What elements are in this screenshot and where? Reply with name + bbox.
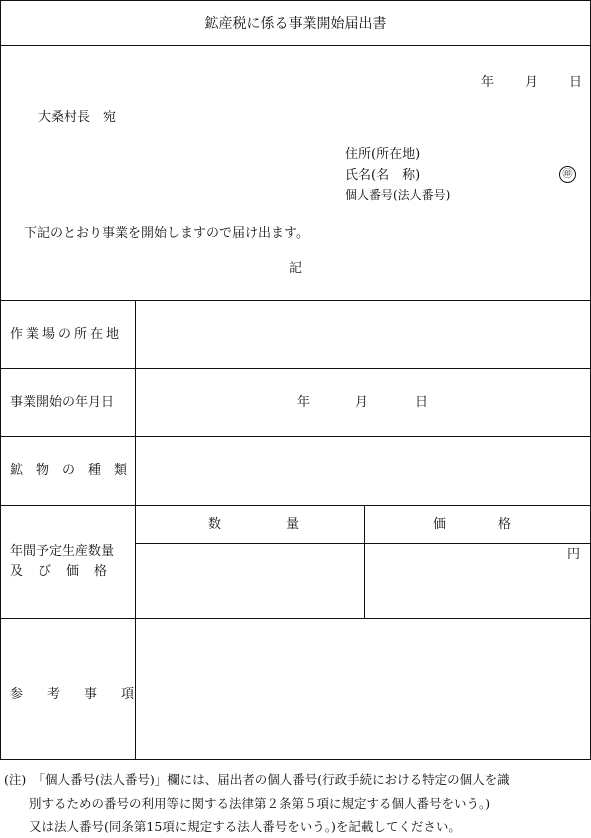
address-label: 住所(所在地) xyxy=(345,147,421,162)
date-month: 月 xyxy=(525,75,539,90)
row4-bottom-line xyxy=(0,618,591,619)
row2-bottom-line xyxy=(0,436,591,437)
form-title: 鉱産税に係る事業開始届出書 xyxy=(204,16,387,32)
addressee: 大桑村長 宛 xyxy=(38,110,117,125)
production-subheader-line xyxy=(135,543,591,544)
ki-label: 記 xyxy=(289,261,303,276)
price-header: 価 格 xyxy=(433,517,512,532)
quantity-price-divider xyxy=(364,505,365,618)
yen-unit: 円 xyxy=(567,547,581,562)
name-label: 氏名(名 称) xyxy=(345,168,421,183)
location-label: 作業場の所在地 xyxy=(10,327,123,342)
remarks-label: 参考事項 xyxy=(10,687,159,702)
mineral-label: 鉱物の種類 xyxy=(10,463,141,478)
start-date-year: 年 xyxy=(297,395,311,410)
seal-mark: ㊞ xyxy=(559,166,576,183)
table-top-line xyxy=(0,300,591,301)
start-date-day: 日 xyxy=(415,395,429,410)
frame-left xyxy=(0,0,1,760)
start-date-label: 事業開始の年月日 xyxy=(10,395,115,410)
statement-text: 下記のとおり事業を開始しますので届け出ます。 xyxy=(24,226,309,241)
date-day: 日 xyxy=(569,75,583,90)
number-label: 個人番号(法人番号) xyxy=(345,188,451,202)
title-divider xyxy=(0,45,591,46)
row3-bottom-line xyxy=(0,505,591,506)
frame-bottom xyxy=(0,759,591,760)
frame-top xyxy=(0,0,591,1)
row1-bottom-line xyxy=(0,368,591,369)
production-label-line2: 及び価格 xyxy=(10,564,123,579)
note-line-3: 又は法人番号(同条第15項に規定する法人番号をいう。)を記載してください。 xyxy=(4,819,461,834)
note-line-2: 別するための番号の利用等に関する法律第２条第５項に規定する個人番号をいう。) xyxy=(4,796,491,811)
quantity-header: 数 量 xyxy=(208,517,300,532)
production-label-line1: 年間予定生産数量 xyxy=(10,544,115,559)
date-year: 年 xyxy=(481,75,495,90)
note-line-1: (注) 「個人番号(法人番号)」欄には、届出者の個人番号(行政手続における特定の個人を識 xyxy=(4,772,510,787)
start-date-month: 月 xyxy=(355,395,369,410)
